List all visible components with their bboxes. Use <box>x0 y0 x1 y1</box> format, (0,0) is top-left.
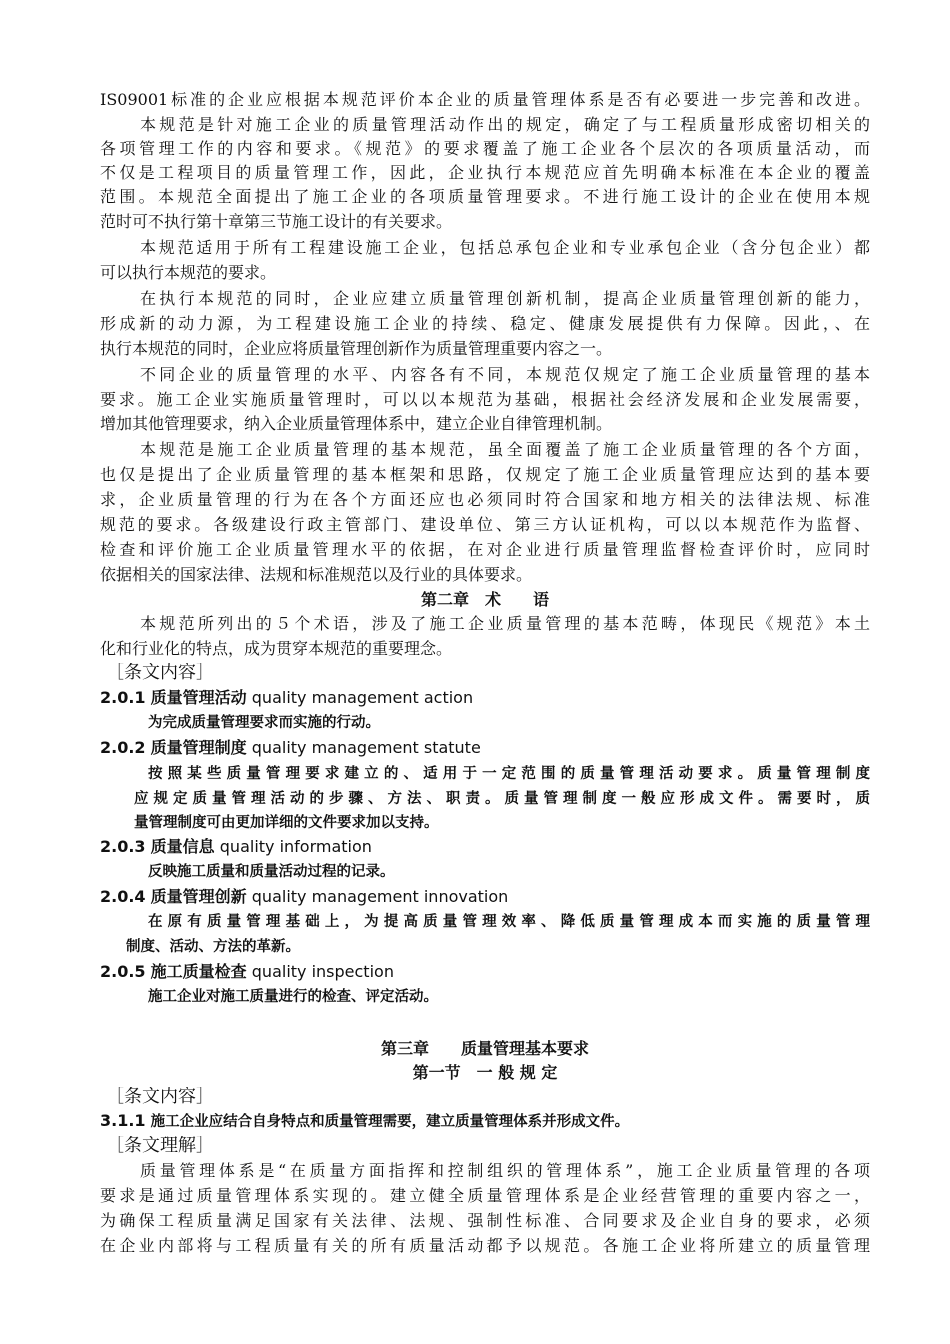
term-english-name: quality management innovation <box>251 887 509 906</box>
levels-paragraph-line: 要求。施工企业实施质量管理时，可以以本规范为基础，根据社会经济发展和企业发展需要， <box>100 390 870 409</box>
term-chinese-name: 质量管理创新 <box>150 887 247 906</box>
term-definition-line: 反映施工质量和质量活动过程的记录。 <box>148 863 395 880</box>
basic-paragraph-line: 求，企业质量管理的行为在各个方面还应也必须同时符合国家和地方相关的法律法规、标准 <box>100 490 870 509</box>
applicable-paragraph-line: 本规范适用于所有工程建设施工企业，包括总承包企业和专业承包企业（含分包企业）都 <box>140 238 870 257</box>
levels-paragraph-line: 增加其他管理要求，纳入企业质量管理体系中，建立企业自律管理机制。 <box>100 414 613 433</box>
scope-paragraph-line: 不仅是工程项目的质量管理工作，因此，企业执行本规范应首先明确本标准在本企业的覆盖 <box>100 163 870 182</box>
term-english-name: quality information <box>219 837 372 856</box>
scope-paragraph-line: 范时可不执行第十章第三节施工设计的有关要求。 <box>100 212 453 231</box>
term-number: 2.0.2 <box>100 738 146 757</box>
term-definition-line: 按照某些质量管理要求建立的、适用于一定范围的质量管理活动要求。质量管理制度 <box>148 765 870 782</box>
term-number: 2.0.5 <box>100 962 146 981</box>
term-definition-line: 施工企业对施工质量进行的检查、评定活动。 <box>148 988 438 1005</box>
term-chinese-name: 质量信息 <box>150 837 215 856</box>
clause-content-tag: ［条文内容］ <box>106 1087 214 1107</box>
term-heading <box>100 887 870 907</box>
term-definition-line: 应规定质量管理活动的步骤、方法、职责。质量管理制度一般应形成文件。需要时，质 <box>134 790 870 807</box>
basic-paragraph-line: 依据相关的国家法律、法规和标准规范以及行业的具体要求。 <box>100 565 533 584</box>
term-definition-line: 为完成质量管理要求而实施的行动。 <box>148 714 380 731</box>
basic-paragraph-line: 本规范是施工企业质量管理的基本规范，虽全面覆盖了施工企业质量管理的各个方面， <box>140 440 870 459</box>
term-chinese-name: 施工质量检查 <box>150 962 247 981</box>
clause-line <box>100 1111 870 1132</box>
term-definition-line: 制度、活动、方法的革新。 <box>126 938 300 955</box>
chapter-2-intro-line: 本规范所列出的５个术语，涉及了施工企业质量管理的基本范畴，体现民《规范》本土 <box>140 614 870 633</box>
term-number: 2.0.3 <box>100 837 146 856</box>
term-english-name: quality management statute <box>251 738 481 757</box>
chapter-3-heading: 第三章 质量管理基本要求 <box>380 1039 589 1058</box>
term-heading <box>100 688 870 708</box>
basic-paragraph-line: 检查和评价施工企业质量管理水平的依据，在对企业进行质量管理监督检查评价时，应同时 <box>100 540 870 559</box>
levels-paragraph-line: 不同企业的质量管理的水平、内容各有不同，本规范仅规定了施工企业质量管理的基本 <box>140 365 870 384</box>
term-chinese-name: 质量管理制度 <box>150 738 247 757</box>
term-english-name: quality inspection <box>251 962 394 981</box>
scope-paragraph-line: 本规范是针对施工企业的质量管理活动作出的规定，确定了与工程质量形成密切相关的 <box>140 115 870 134</box>
clause-text: 施工企业应结合自身特点和质量管理需要，建立质量管理体系并形成文件。 <box>150 1114 630 1130</box>
term-number: 2.0.1 <box>100 688 146 707</box>
term-heading <box>100 738 870 758</box>
term-number: 2.0.4 <box>100 887 146 906</box>
term-definition-line: 量管理制度可由更加详细的文件要求加以支持。 <box>134 814 439 831</box>
term-definition-line: 在原有质量管理基础上，为提高质量管理效率、降低质量管理成本而实施的质量管理 <box>148 913 870 930</box>
clause-content-tag: ［条文内容］ <box>106 663 214 683</box>
understanding-paragraph-line: 为确保工程质量满足国家有关法律、法规、强制性标准、合同要求及企业自身的要求，必须 <box>100 1211 870 1230</box>
innovation-paragraph-line: 在执行本规范的同时，企业应建立质量管理创新机制，提高企业质量管理创新的能力， <box>140 289 870 308</box>
clause-understanding-tag: ［条文理解］ <box>106 1136 214 1156</box>
term-heading <box>100 962 870 982</box>
understanding-paragraph-line: 要求是通过质量管理体系实现的。建立健全质量管理体系是企业经营管理的重要内容之一， <box>100 1186 870 1205</box>
clause-number: 3.1.1 <box>100 1111 146 1130</box>
section-1-heading: 第一节 一 般 规 定 <box>412 1063 558 1082</box>
chapter-2-intro-line: 化和行业化的特点，成为贯穿本规范的重要理念。 <box>100 639 453 658</box>
basic-paragraph-line: 规范的要求。各级建设行政主管部门、建设单位、第三方认证机构，可以以本规范作为监督、 <box>100 515 870 534</box>
understanding-paragraph-line: 在企业内部将与工程质量有关的所有质量活动都予以规范。各施工企业将所建立的质量管理 <box>100 1236 870 1255</box>
chapter-2-heading: 第二章 术 语 <box>420 590 549 609</box>
innovation-paragraph-line: 形成新的动力源，为工程建设施工企业的持续、稳定、健康发展提供有力保障。因此，、在 <box>100 314 870 333</box>
scope-paragraph-line: 范围。本规范全面提出了施工企业的各项质量管理要求。不进行施工设计的企业在使用本规 <box>100 187 870 206</box>
intro-closing-line: IS09001标准的企业应根据本规范评价本企业的质量管理体系是否有必要进一步完善和改进。 <box>100 90 870 109</box>
basic-paragraph-line: 也仅是提出了企业质量管理的基本框架和思路，仅规定了施工企业质量管理应达到的基本要 <box>100 465 870 484</box>
innovation-paragraph-line: 执行本规范的同时，企业应将质量管理创新作为质量管理重要内容之一。 <box>100 339 613 358</box>
term-heading <box>100 837 870 857</box>
term-english-name: quality management action <box>251 688 474 707</box>
understanding-paragraph-line: 质量管理体系是“在质量方面指挥和控制组织的管理体系”，施工企业质量管理的各项 <box>140 1161 870 1180</box>
term-chinese-name: 质量管理活动 <box>150 688 247 707</box>
scope-paragraph-line: 各项管理工作的内容和要求。《规范》的要求覆盖了施工企业各个层次的各项质量活动，而 <box>100 139 870 158</box>
applicable-paragraph-line: 可以执行本规范的要求。 <box>100 263 277 282</box>
